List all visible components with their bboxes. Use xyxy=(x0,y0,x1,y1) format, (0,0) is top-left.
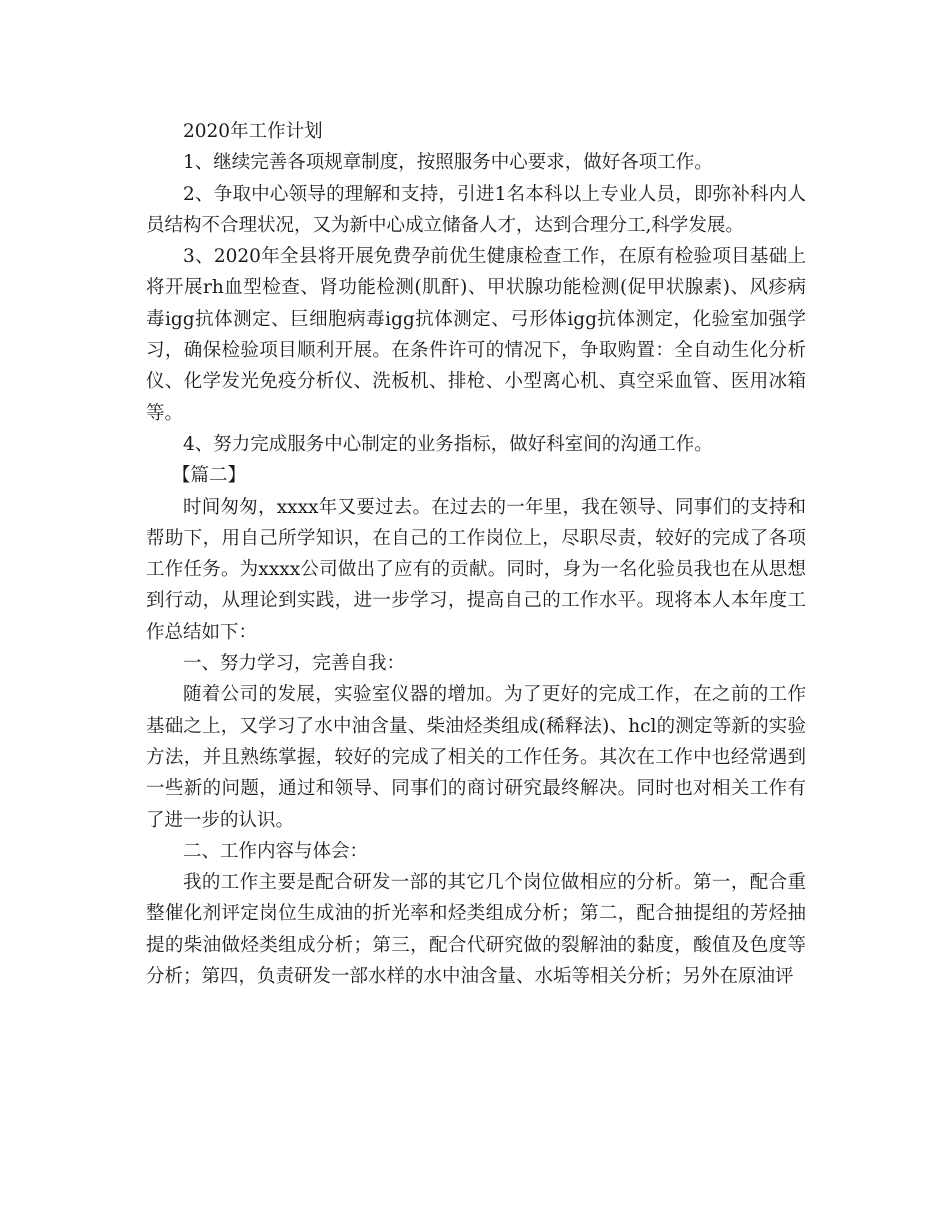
summary-intro-paragraph: 时间匆匆，xxxx年又要过去。在过去的一年里，我在领导、同事们的支持和帮助下，用自己所学知识，在自己的工作岗位上，尽职尽责，较好的完成了各项工作任务。为xxxx公司做出了应有的贡献。同时，身为一名化验员我也在从思想到行动，从理论到实践，进一步学习，提高自己的工作水平。现将本人本年度工作总结如下： xyxy=(146,496,806,643)
document-page xyxy=(146,116,806,992)
plan-item-4: 4、努力完成服务中心制定的业务指标，做好科室间的沟通工作。 xyxy=(183,433,713,455)
document-title: 2020年工作计划 xyxy=(183,121,323,142)
work-content-paragraph: 我的工作主要是配合研发一部的其它几个岗位做相应的分析。第一，配合重整催化剂评定岗位生成油的折光率和烃类组成分析；第二，配合抽提组的芳烃抽提的柴油做烃类组成分析；第三，配合代研究做的裂解油的黏度，酸值及色度等分析；第四，负责研发一部水样的水中油含量、水垢等相关分析；另外在原油评 xyxy=(146,872,806,988)
plan-item-1: 1、继续完善各项规章制度，按照服务中心要求，做好各项工作。 xyxy=(183,152,713,174)
section-heading-part-two: 【篇二】 xyxy=(172,465,247,487)
section-heading-study: 一、努力学习，完善自我： xyxy=(183,653,406,675)
plan-item-3: 3、2020年全县将开展免费孕前优生健康检查工作，在原有检验项目基础上将开展rh血型检查、肾功能检测(肌酐)、甲状腺功能检测(促甲状腺素)、风疹病毒igg抗体测定、巨细胞病毒igg抗体测定、弓形体igg抗体测定，化验室加强学习，确保检验项目顺利开展。在条件许可的情况下，争取购置：全自动生化分析仪、化学发光免疫分析仪、洗板机、排枪、小型离心机、真空采血管、医用冰箱等。 xyxy=(146,246,806,424)
plan-item-2: 2、争取中心领导的理解和支持，引进1名本科以上专业人员，即弥补科内人员结构不合理状况，又为新中心成立储备人才，达到合理分工,科学发展。 xyxy=(146,183,806,236)
section-heading-work-content: 二、工作内容与体会： xyxy=(183,840,369,862)
study-paragraph: 随着公司的发展，实验室仪器的增加。为了更好的完成工作，在之前的工作基础之上，又学习了水中油含量、柴油烃类组成(稀释法)、hcl的测定等新的实验方法，并且熟练掌握，较好的完成了相关的工作任务。其次在工作中也经常遇到一些新的问题，通过和领导、同事们的商讨研究最终解决。同时也对相关工作有了进一步的认识。 xyxy=(146,684,806,831)
